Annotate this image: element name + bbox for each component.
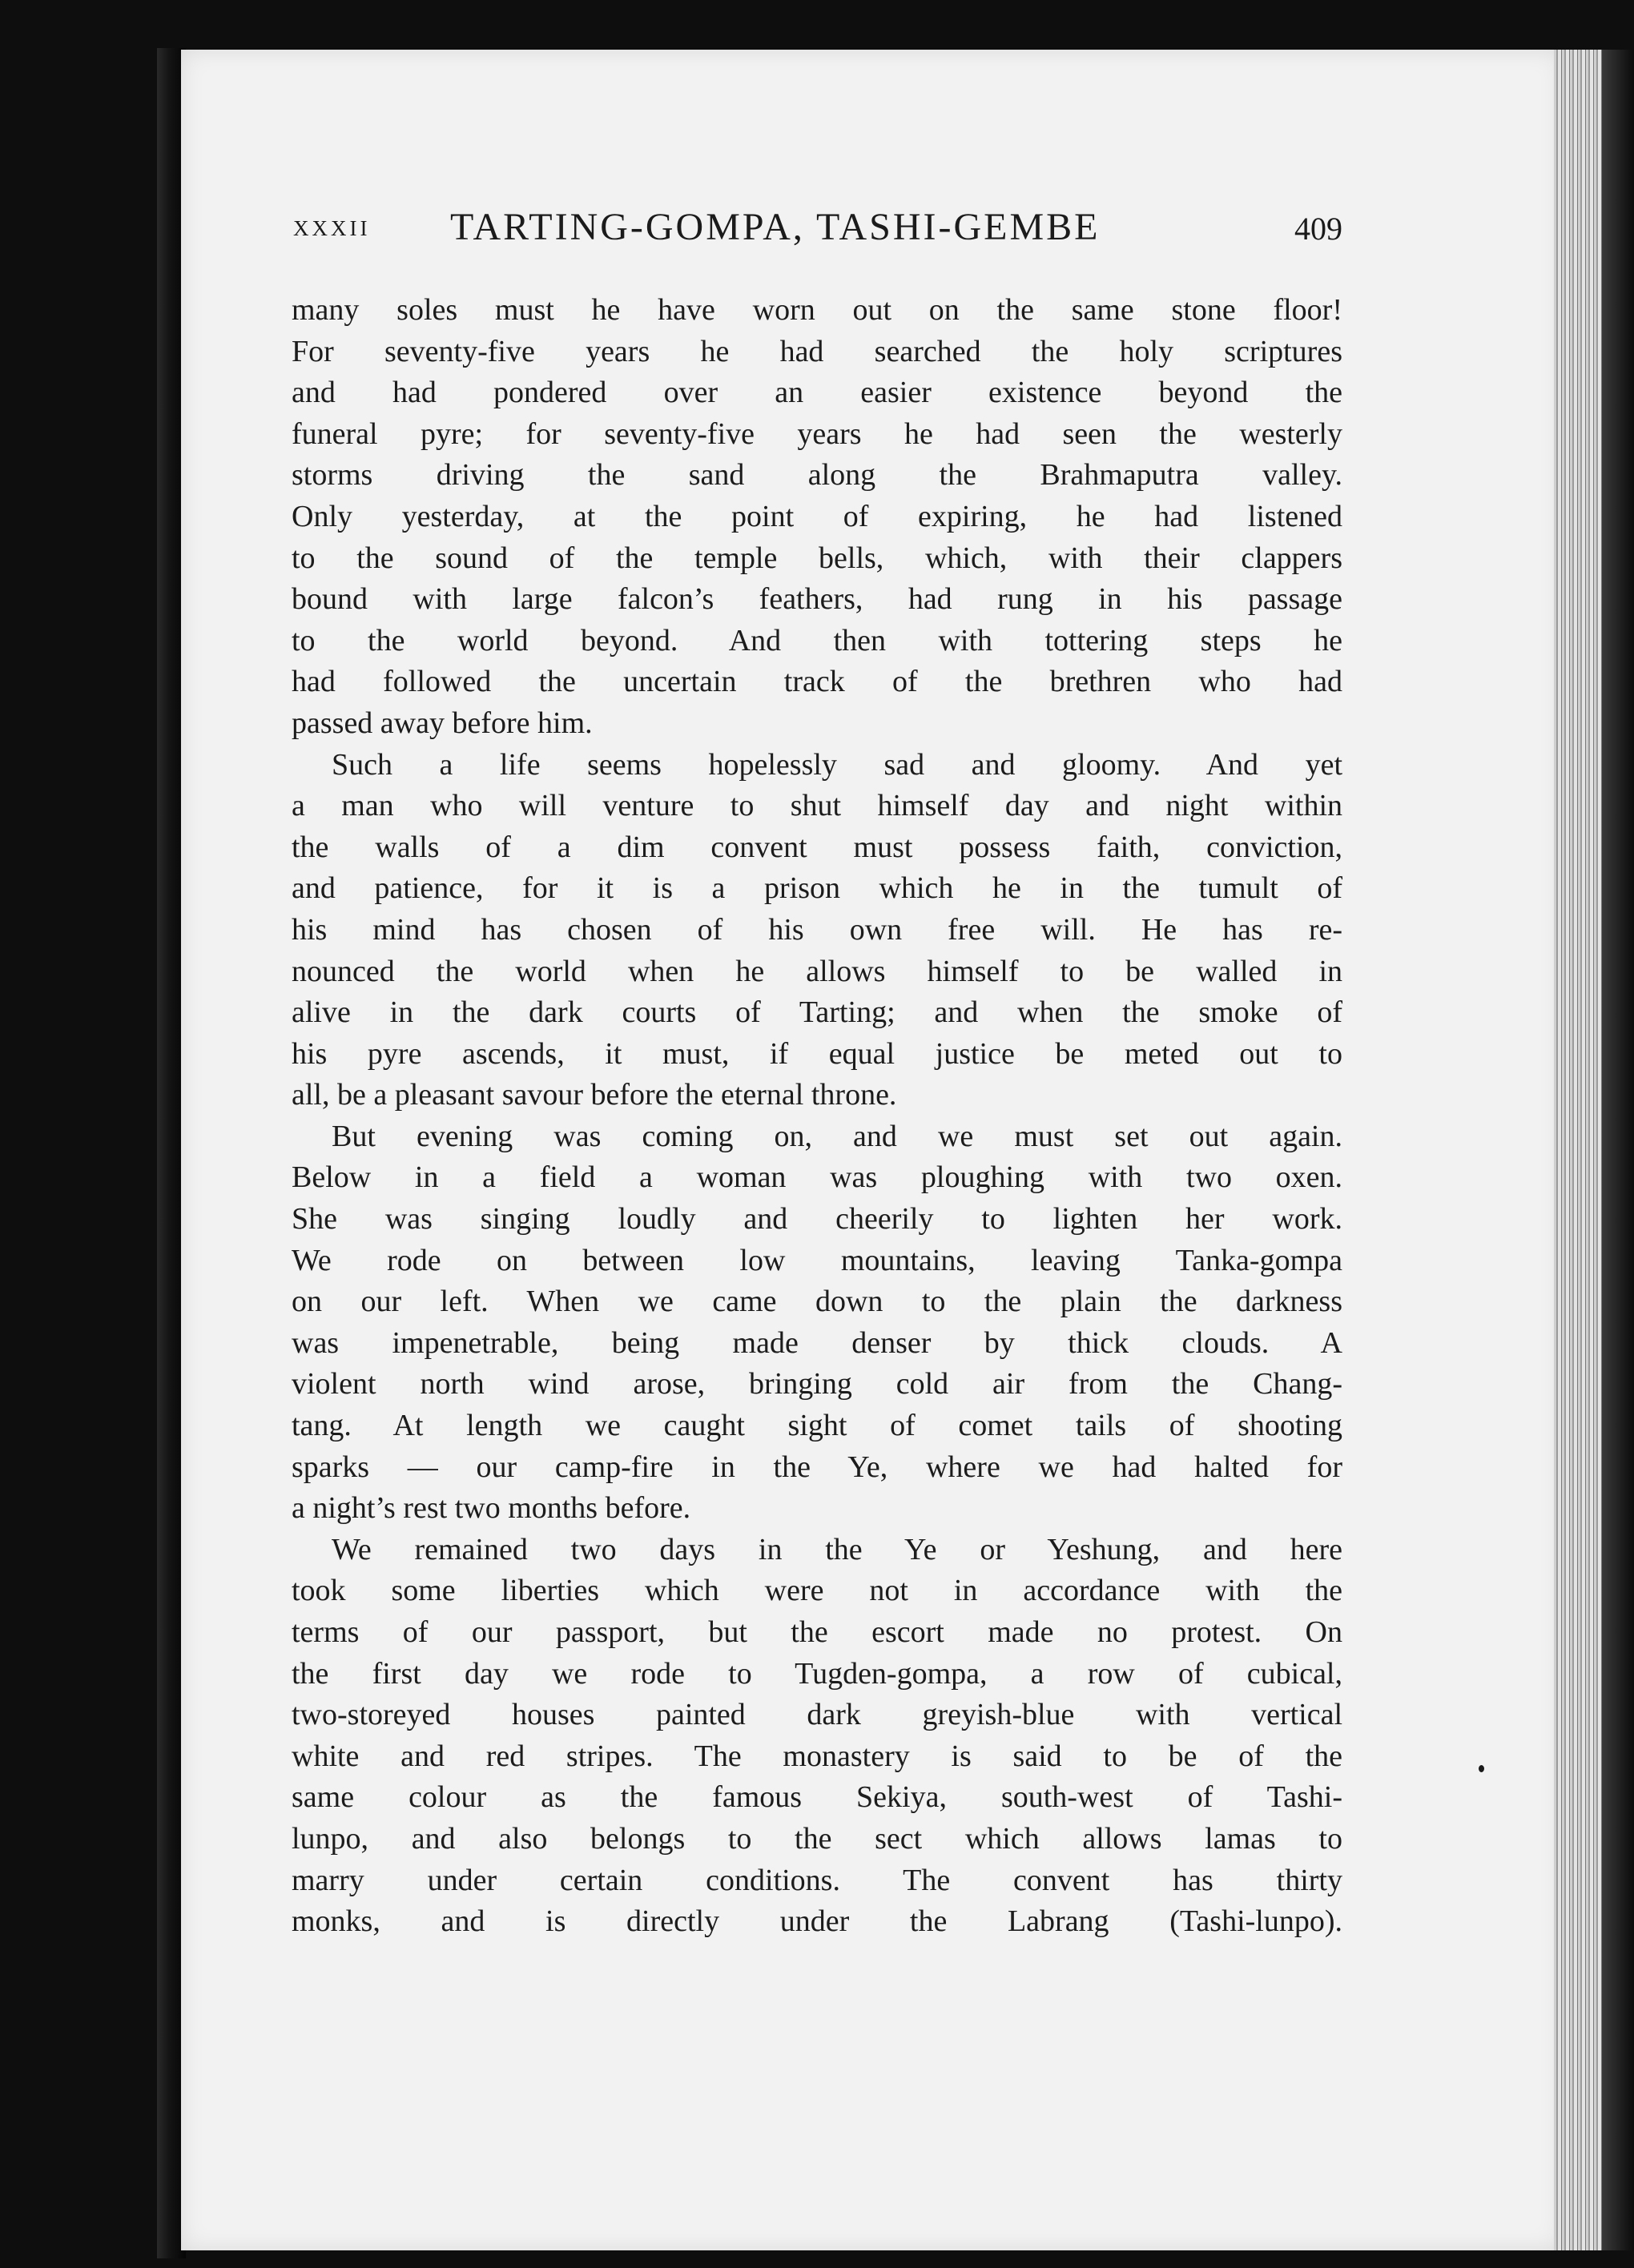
running-head [293, 205, 1342, 253]
text-line: monks, and is directly under the Labrang (Tashi-lunpo). [292, 1904, 1342, 1939]
text-line: his mind has chosen of his own free will. He has re- [292, 912, 1342, 947]
text-line: the first day we rode to Tugden-gompa, a row of cubical, [292, 1656, 1342, 1691]
text-line: a man who will venture to shut himself day and night within [292, 789, 1342, 823]
text-line: Only yesterday, at the point of expiring, he had listened [292, 499, 1342, 533]
text-line: was impenetrable, being made denser by thick clouds. A [292, 1325, 1342, 1360]
text-line: She was singing loudly and cheerily to lighten her work. [292, 1202, 1342, 1237]
paragraph-first-line: But evening was coming on, and we must set out again. [332, 1119, 1342, 1153]
text-line: violent north wind arose, bringing cold air from the Chang- [292, 1367, 1342, 1401]
text-line: marry under certain conditions. The convent has thirty [292, 1863, 1342, 1897]
text-line: lunpo, and also belongs to the sect which allows lamas to [292, 1821, 1342, 1856]
text-line: nounced the world when he allows himself to be walled in [292, 954, 1342, 988]
text-line: funeral pyre; for seventy-five years he had seen the westerly [292, 416, 1342, 451]
book-cover-edge [1602, 50, 1634, 2250]
page-number: 409 [1294, 211, 1342, 247]
text-line: terms of our passport, but the escort made no protest. On [292, 1615, 1342, 1649]
paragraph-first-line: Such a life seems hopelessly sad and gloomy. And yet [332, 747, 1342, 782]
text-line: same colour as the famous Sekiya, south-west of Tashi- [292, 1780, 1342, 1815]
text-line: storms driving the sand along the Brahmaputra valley. [292, 458, 1342, 493]
text-line: the walls of a dim convent must possess faith, conviction, [292, 830, 1342, 864]
text-line: Below in a field a woman was ploughing with two oxen. [292, 1160, 1342, 1195]
text-line: tang. At length we caught sight of comet tails of shooting [292, 1409, 1342, 1443]
text-line: For seventy-five years he had searched the holy scriptures [292, 334, 1342, 368]
text-line: all, be a pleasant savour before the eternal throne. [292, 1078, 897, 1112]
text-line: passed away before him. [292, 706, 593, 740]
text-line: and patience, for it is a prison which he in the tumult of [292, 871, 1342, 906]
text-line: We rode on between low mountains, leaving Tanka-gompa [292, 1243, 1342, 1277]
chapter-number: XXXII [293, 216, 371, 240]
text-line: on our left. When we came down to the plain the darkness [292, 1285, 1342, 1319]
text-line: sparks — our camp-fire in the Ye, where we had halted for [292, 1450, 1342, 1484]
text-line: a night’s rest two months before. [292, 1491, 691, 1526]
text-line: many soles must he have worn out on the same stone floor! [292, 293, 1342, 327]
text-line: his pyre ascends, it must, if equal justice be meted out to [292, 1036, 1342, 1071]
text-line: alive in the dark courts of Tarting; and when the smoke of [292, 995, 1342, 1030]
text-line: bound with large falcon’s feathers, had rung in his passage [292, 582, 1342, 617]
paragraph-first-line: We remained two days in the Ye or Yeshung, and here [332, 1532, 1342, 1566]
text-line: two-storeyed houses painted dark greyish-blue with vertical [292, 1698, 1342, 1732]
chapter-title: TARTING-GOMPA, TASHI-GEMBE [450, 206, 1101, 248]
ink-speck [1479, 1765, 1484, 1772]
text-line: white and red stripes. The monastery is said to be of the [292, 1739, 1342, 1773]
text-line: to the sound of the temple bells, which, with their clappers [292, 541, 1342, 575]
text-line: had followed the uncertain track of the brethren who had [292, 665, 1342, 699]
text-line: to the world beyond. And then with tottering steps he [292, 623, 1342, 657]
text-line: and had pondered over an easier existence beyond the [292, 376, 1342, 410]
text-line: took some liberties which were not in accordance with the [292, 1574, 1342, 1608]
body-text [292, 290, 1342, 1943]
